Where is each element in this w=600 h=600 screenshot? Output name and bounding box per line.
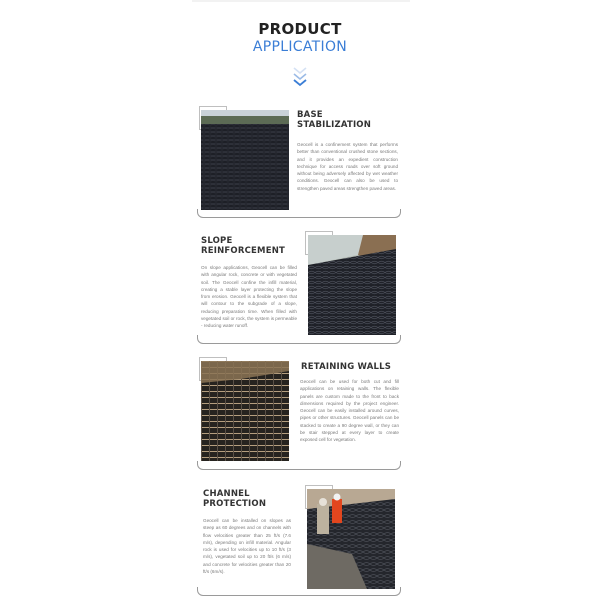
page-title: PRODUCT: [258, 20, 342, 38]
section-title: SLOPE REINFORCEMENT: [201, 236, 286, 256]
card-border: [197, 461, 401, 470]
section-title: CHANNEL PROTECTION: [203, 489, 267, 509]
page-subtitle: APPLICATION: [252, 39, 348, 55]
geocell-channel-photo: [307, 489, 395, 589]
card-border: [197, 335, 401, 344]
page-header: [190, 20, 410, 56]
section-base-stabilization: [197, 104, 401, 218]
section-title: RETAINING WALLS: [301, 362, 392, 372]
top-divider: [192, 0, 410, 2]
section-retaining-walls: [197, 356, 401, 470]
section-title: BASE STABILIZATION: [297, 110, 372, 130]
section-slope-reinforcement: [197, 230, 401, 344]
section-body: Geocell can be installed on slopes as steep as 60 degrees and on channels with flow velocities greater than 25 ft/s (7.6 m/s), depending on infill material. Angular rock is used for velocities up to 10 ft/s (3 m/s), vegetated soil up to 20 ft/s (6 m/s) and concrete for velocities greater than 20 ft/s (6m/s).: [203, 518, 291, 575]
section-channel-protection: [197, 482, 401, 596]
geocell-wall-photo: [201, 361, 289, 461]
card-border: [197, 209, 401, 218]
section-body: Geocell can be used for both cut and fill applications on retaining walls. The flexible panels are custom made to the front to back dimensions required by the project engineer. Geocell can be easily installed around curves, pipes or other structures. Geocell panels can be stacked to create a 90 degree wall, or they can be stair stepped at every layer to create exposed cell for vegetation.: [300, 379, 399, 443]
geocell-slope-photo: [308, 235, 396, 335]
double-chevron-down-icon[interactable]: [291, 66, 309, 88]
section-body: On slope applications, Geocell can be filled with angular rock, concrete or with vegetated soil. The Geocell confine the infill material, creating a stable layer protecting the slope from erosion. Geocell is a flexible system that will contour to the subgrade of a slope, reducing preparation time. When filled with vegetated soil or rock, the system is permeable - reducing water runoff.: [201, 265, 298, 329]
section-body: Geocell is a confinement system that performs better than conventional crushed stone sections, and it provides an expedient construction technique for access roads over soft ground without being adversely affected by wet weather conditions. Geocell can also be used to strengthen paved areas strengthen paved areas.: [297, 142, 398, 191]
geocell-field-photo: [201, 110, 289, 210]
